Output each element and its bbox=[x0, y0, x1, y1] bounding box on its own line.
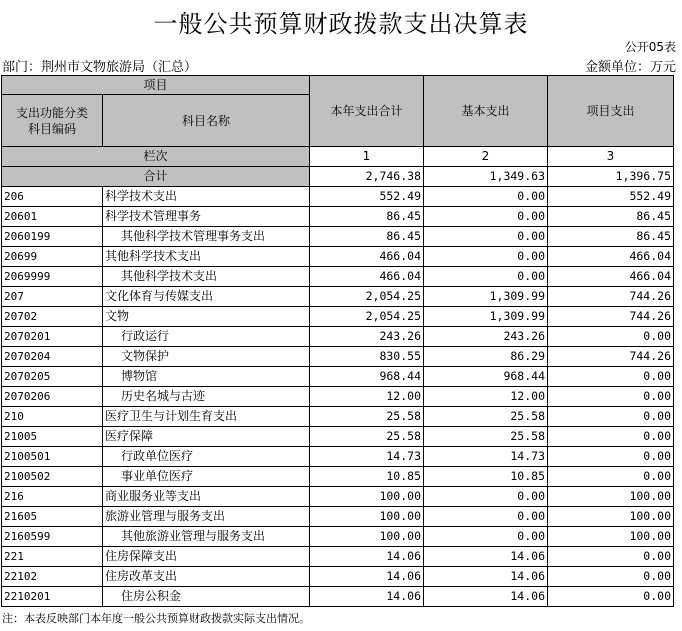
row-total: 830.55 bbox=[310, 347, 424, 367]
row-project: 0.00 bbox=[548, 327, 674, 347]
report-title: 一般公共预算财政拨款支出决算表 bbox=[153, 10, 529, 38]
row-name: 住房改革支出 bbox=[103, 567, 310, 587]
row-name: 文物 bbox=[103, 307, 310, 327]
row-code: 2100501 bbox=[2, 447, 103, 467]
row-code: 2100502 bbox=[2, 467, 103, 487]
row-code: 210 bbox=[2, 407, 103, 427]
row-name: 其他科学技术支出 bbox=[103, 267, 310, 287]
row-basic: 0.00 bbox=[424, 207, 548, 227]
row-basic: 14.06 bbox=[424, 587, 548, 607]
form-number: 公开05表 bbox=[624, 40, 676, 54]
row-total: 86.45 bbox=[310, 207, 424, 227]
row-code: 21605 bbox=[2, 507, 103, 527]
row-code: 22102 bbox=[2, 567, 103, 587]
row-code: 2069999 bbox=[2, 267, 103, 287]
header-item: 项目 bbox=[2, 76, 310, 95]
row-name: 其他科学技术管理事务支出 bbox=[103, 227, 310, 247]
row-basic: 243.26 bbox=[424, 327, 548, 347]
row-basic: 0.00 bbox=[424, 227, 548, 247]
table-row bbox=[2, 367, 674, 387]
table-row bbox=[2, 547, 674, 567]
row-code: 20702 bbox=[2, 307, 103, 327]
row-name: 住房保障支出 bbox=[103, 547, 310, 567]
table-row bbox=[2, 347, 674, 367]
table-row bbox=[2, 567, 674, 587]
column-index-1: 1 bbox=[310, 147, 424, 167]
table-row bbox=[2, 407, 674, 427]
row-total: 968.44 bbox=[310, 367, 424, 387]
table-row bbox=[2, 527, 674, 547]
expenditure-table bbox=[1, 75, 674, 607]
row-total: 86.45 bbox=[310, 227, 424, 247]
row-project: 100.00 bbox=[548, 527, 674, 547]
row-total: 552.49 bbox=[310, 187, 424, 207]
row-total: 100.00 bbox=[310, 527, 424, 547]
row-project: 0.00 bbox=[548, 387, 674, 407]
row-total: 12.00 bbox=[310, 387, 424, 407]
row-total: 466.04 bbox=[310, 267, 424, 287]
row-basic: 0.00 bbox=[424, 247, 548, 267]
row-project: 100.00 bbox=[548, 507, 674, 527]
row-project: 744.26 bbox=[548, 347, 674, 367]
row-name: 商业服务业等支出 bbox=[103, 487, 310, 507]
row-name: 科学技术管理事务 bbox=[103, 207, 310, 227]
row-project: 100.00 bbox=[548, 487, 674, 507]
row-total: 25.58 bbox=[310, 427, 424, 447]
row-project: 0.00 bbox=[548, 447, 674, 467]
row-total: 100.00 bbox=[310, 507, 424, 527]
row-name: 医疗保障 bbox=[103, 427, 310, 447]
table-row bbox=[2, 507, 674, 527]
column-index-row bbox=[2, 147, 674, 167]
row-project: 0.00 bbox=[548, 547, 674, 567]
row-code: 20601 bbox=[2, 207, 103, 227]
row-basic: 0.00 bbox=[424, 267, 548, 287]
header-total: 本年支出合计 bbox=[310, 76, 424, 147]
total-basic: 1,349.63 bbox=[424, 167, 548, 187]
column-index-3: 3 bbox=[548, 147, 674, 167]
row-project: 466.04 bbox=[548, 247, 674, 267]
row-code: 2160599 bbox=[2, 527, 103, 547]
row-code: 216 bbox=[2, 487, 103, 507]
row-project: 0.00 bbox=[548, 467, 674, 487]
row-basic: 86.29 bbox=[424, 347, 548, 367]
table-row bbox=[2, 287, 674, 307]
header-basic: 基本支出 bbox=[424, 76, 548, 147]
row-project: 86.45 bbox=[548, 227, 674, 247]
department-label: 部门：荆州市文物旅游局（汇总） bbox=[2, 60, 198, 75]
row-total: 25.58 bbox=[310, 407, 424, 427]
row-basic: 25.58 bbox=[424, 407, 548, 427]
row-name: 其他旅游业管理与服务支出 bbox=[103, 527, 310, 547]
row-project: 0.00 bbox=[548, 587, 674, 607]
row-total: 14.06 bbox=[310, 587, 424, 607]
amount-unit-label: 金额单位：万元 bbox=[584, 60, 676, 75]
column-index-label: 栏次 bbox=[2, 147, 310, 167]
row-project: 0.00 bbox=[548, 427, 674, 447]
table-row bbox=[2, 207, 674, 227]
row-name: 行政单位医疗 bbox=[103, 447, 310, 467]
row-code: 2070201 bbox=[2, 327, 103, 347]
row-project: 552.49 bbox=[548, 187, 674, 207]
row-basic: 0.00 bbox=[424, 487, 548, 507]
row-name: 旅游业管理与服务支出 bbox=[103, 507, 310, 527]
row-project: 86.45 bbox=[548, 207, 674, 227]
table-row bbox=[2, 467, 674, 487]
table-row bbox=[2, 447, 674, 467]
row-code: 206 bbox=[2, 187, 103, 207]
row-total: 100.00 bbox=[310, 487, 424, 507]
row-name: 住房公积金 bbox=[103, 587, 310, 607]
table-row bbox=[2, 487, 674, 507]
row-total: 14.06 bbox=[310, 567, 424, 587]
row-code: 2070206 bbox=[2, 387, 103, 407]
row-basic: 0.00 bbox=[424, 527, 548, 547]
header-project: 项目支出 bbox=[548, 76, 674, 147]
total-label: 合计 bbox=[2, 167, 310, 187]
table-row bbox=[2, 387, 674, 407]
header-name: 科目名称 bbox=[103, 95, 310, 147]
row-basic: 968.44 bbox=[424, 367, 548, 387]
row-name: 其他科学技术支出 bbox=[103, 247, 310, 267]
row-total: 243.26 bbox=[310, 327, 424, 347]
row-project: 744.26 bbox=[548, 307, 674, 327]
row-project: 0.00 bbox=[548, 407, 674, 427]
row-total: 2,054.25 bbox=[310, 287, 424, 307]
table-row bbox=[2, 187, 674, 207]
row-name: 事业单位医疗 bbox=[103, 467, 310, 487]
row-project: 744.26 bbox=[548, 287, 674, 307]
total-project: 1,396.75 bbox=[548, 167, 674, 187]
total-row bbox=[2, 167, 674, 187]
table-row bbox=[2, 247, 674, 267]
row-basic: 12.00 bbox=[424, 387, 548, 407]
row-basic: 0.00 bbox=[424, 187, 548, 207]
row-project: 0.00 bbox=[548, 367, 674, 387]
row-basic: 1,309.99 bbox=[424, 287, 548, 307]
row-code: 2060199 bbox=[2, 227, 103, 247]
row-project: 466.04 bbox=[548, 267, 674, 287]
row-code: 21005 bbox=[2, 427, 103, 447]
row-name: 行政运行 bbox=[103, 327, 310, 347]
row-basic: 10.85 bbox=[424, 467, 548, 487]
header-row-item bbox=[2, 76, 674, 95]
table-row bbox=[2, 267, 674, 287]
row-code: 221 bbox=[2, 547, 103, 567]
row-basic: 25.58 bbox=[424, 427, 548, 447]
row-code: 20699 bbox=[2, 247, 103, 267]
row-basic: 14.06 bbox=[424, 567, 548, 587]
row-code: 2070205 bbox=[2, 367, 103, 387]
table-row bbox=[2, 227, 674, 247]
row-name: 医疗卫生与计划生育支出 bbox=[103, 407, 310, 427]
row-total: 14.73 bbox=[310, 447, 424, 467]
row-basic: 1,309.99 bbox=[424, 307, 548, 327]
row-code: 2070204 bbox=[2, 347, 103, 367]
footnote: 注：本表反映部门本年度一般公共预算财政拨款实际支出情况。 bbox=[2, 612, 310, 625]
table-row bbox=[2, 427, 674, 447]
table-row bbox=[2, 307, 674, 327]
table-row bbox=[2, 327, 674, 347]
row-name: 博物馆 bbox=[103, 367, 310, 387]
row-code: 207 bbox=[2, 287, 103, 307]
row-total: 2,054.25 bbox=[310, 307, 424, 327]
row-basic: 14.06 bbox=[424, 547, 548, 567]
row-project: 0.00 bbox=[548, 567, 674, 587]
row-name: 历史名城与古迹 bbox=[103, 387, 310, 407]
row-name: 文物保护 bbox=[103, 347, 310, 367]
row-name: 文化体育与传媒支出 bbox=[103, 287, 310, 307]
row-code: 2210201 bbox=[2, 587, 103, 607]
row-total: 10.85 bbox=[310, 467, 424, 487]
column-index-2: 2 bbox=[424, 147, 548, 167]
row-basic: 14.73 bbox=[424, 447, 548, 467]
table-row bbox=[2, 587, 674, 607]
header-code: 支出功能分类 科目编码 bbox=[2, 95, 103, 147]
total-amount: 2,746.38 bbox=[310, 167, 424, 187]
row-total: 466.04 bbox=[310, 247, 424, 267]
row-basic: 0.00 bbox=[424, 507, 548, 527]
row-total: 14.06 bbox=[310, 547, 424, 567]
row-name: 科学技术支出 bbox=[103, 187, 310, 207]
